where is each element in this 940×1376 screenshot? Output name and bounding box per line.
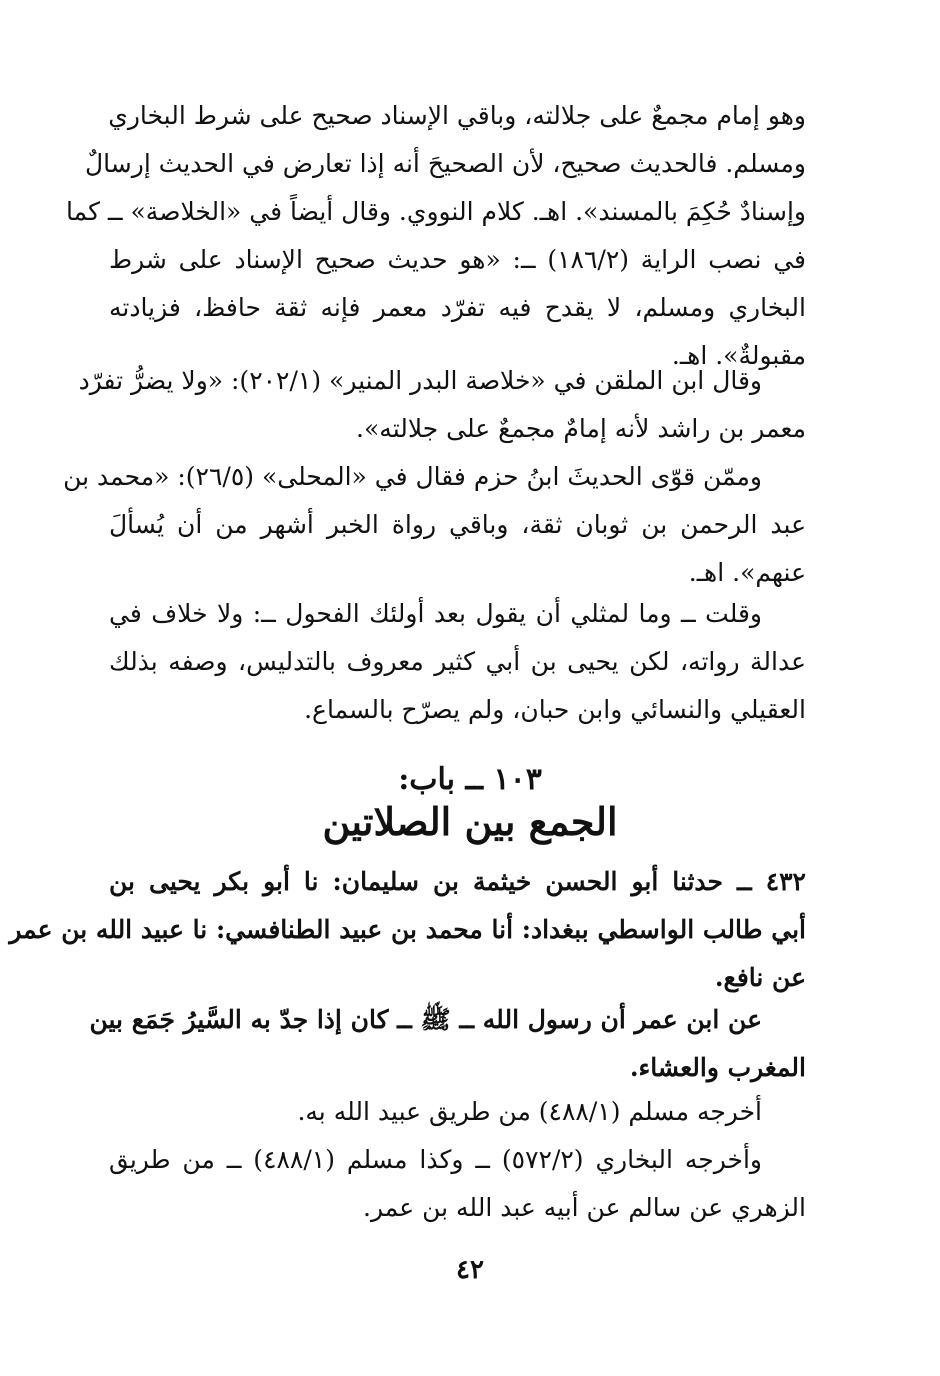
text-line: وإسنادٌ حُكِمَ بالمسند». اهـ. كلام النووي. وقال أيضاً في «الخلاصة» ــ كما	[66, 197, 806, 226]
text-line: ومسلم. فالحديث صحيح، لأن الصحيحَ أنه إذا تعارض في الحديث إرسالٌ	[85, 149, 806, 178]
text-line: عن ابن عمر أن رسول الله ــ ﷺ ــ كان إذا جدّ به السَّيرُ جَمَع بين	[89, 1005, 762, 1034]
text-line: المغرب والعشاء.	[629, 1053, 806, 1082]
text-line: أخرجه مسلم (٤٨٨/١) من طريق عبيد الله به.	[297, 1097, 762, 1126]
paragraph-author-comment	[109, 590, 806, 734]
takhrij-muslim	[109, 1088, 806, 1136]
text-line: عن نافع.	[714, 963, 806, 992]
text-line: أبي طالب الواسطي ببغداد: أنا محمد بن عبيد الطنافسي: نا عبيد الله بن عمر	[9, 915, 806, 944]
text-line: الزهري عن سالم عن أبيه عبد الله بن عمر.	[363, 1193, 806, 1222]
text-line: ٤٣٢ ــ حدثنا أبو الحسن خيثمة بن سليمان: نا أبو بكر يحيى بن	[109, 867, 806, 896]
text-line: وقال ابن الملقن في «خلاصة البدر المنير» (٢٠٢/١): «ولا يضرُّ تفرّد	[78, 366, 762, 395]
text-line: في نصب الراية (١٨٦/٢) ــ: «هو حديث صحيح الإسناد على شرط	[109, 245, 806, 274]
text-line: وممّن قوّى الحديثَ ابنُ حزم فقال في «المحلى» (٢٦/٥): «محمد بن	[63, 462, 762, 491]
hadith-matn	[89, 996, 806, 1092]
paragraph-ibn-mulaqqin	[78, 357, 806, 453]
text-line: وأخرجه البخاري (٥٧٢/٢) ــ وكذا مسلم (٤٨٨/١) ــ من طريق	[109, 1145, 762, 1174]
paragraph-ibn-hazm	[63, 453, 806, 597]
text-line: عنهم». اهـ.	[688, 558, 806, 587]
text-line: عبد الرحمن بن ثوبان ثقة، وباقي رواة الخبر أشهر من أن يُسألَ	[109, 510, 806, 539]
page-number: ٤٢	[456, 1255, 484, 1285]
hadith-isnad	[9, 858, 806, 1002]
text-line: معمر بن راشد لأنه إمامٌ مجمعٌ على جلالته».	[356, 414, 806, 443]
text-line: العقيلي والنسائي وابن حبان، ولم يصرّح بالسماع.	[304, 695, 806, 724]
takhrij-bukhari	[109, 1136, 806, 1232]
chapter-number: ١٠٣ ــ باب:	[398, 762, 542, 797]
text-line: وقلت ــ وما لمثلي أن يقول بعد أولئك الفحول ــ: ولا خلاف في	[109, 599, 762, 628]
chapter-title: الجمع بين الصلاتين	[322, 799, 618, 844]
text-line: وهو إمام مجمعٌ على جلالته، وباقي الإسناد صحيح على شرط البخاري	[108, 101, 806, 130]
text-line: مقبولةٌ». اهـ.	[671, 341, 806, 370]
text-line: البخاري ومسلم، لا يقدح فيه تفرّد معمر فإنه ثقة حافظ، فزيادته	[109, 293, 806, 322]
paragraph-nawawi-quote	[66, 92, 806, 380]
text-line: عدالة رواته، لكن يحيى بن أبي كثير معروف بالتدليس، وصفه بذلك	[109, 647, 806, 676]
